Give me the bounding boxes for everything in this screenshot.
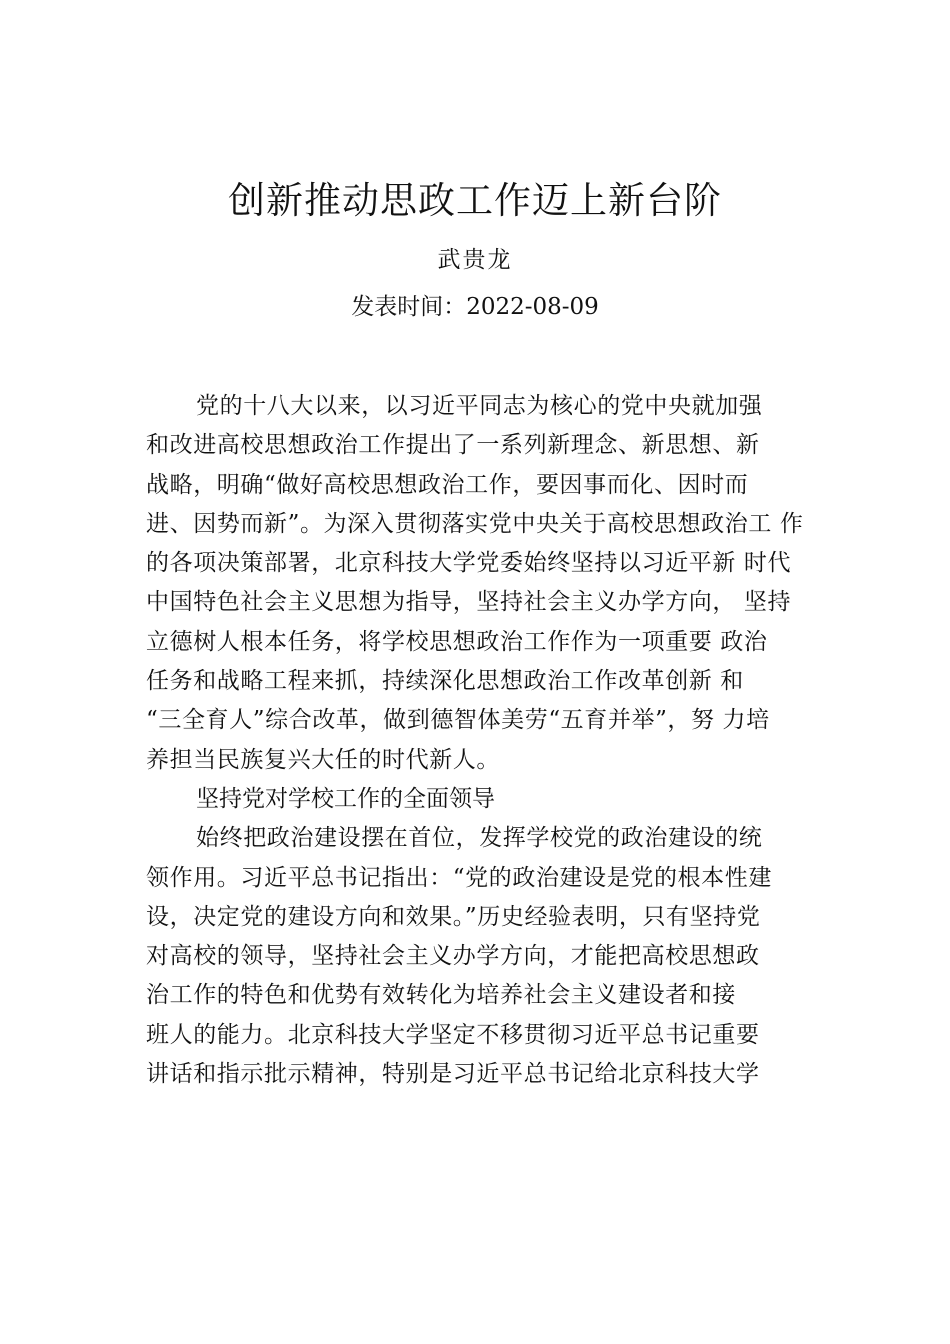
paragraph-line: 进、因势而新”。为深入贯彻落实党中央关于高校思想政治工 作 [146,510,804,537]
paragraph-line: 领作用。习近平总书记指出：“党的政治建设是党的根本性建 [146,864,772,891]
paragraph-intro [146,387,836,780]
publish-date: 发表时间：2022-08-09 [351,294,599,320]
paragraph-line: 养担当民族复兴大任的时代新人。 [146,746,500,773]
paragraph-section1 [146,819,836,1094]
paragraph-line: 立德树人根本任务，将学校思想政治工作作为一项重要 政治 [146,628,768,655]
paragraph-line: 战略，明确“做好高校思想政治工作，要因事而化、因时而 [146,471,749,498]
paragraph-line: 始终把政治建设摆在首位，发挥学校党的政治建设的统 [196,825,763,852]
paragraph-line: 党的十八大以来，以习近平同志为核心的党中央就加强 [196,393,763,419]
paragraph-line: 设，决定党的建设方向和效果。”历史经验表明，只有坚持党 [146,903,761,930]
article-author: 武贵龙 [437,247,513,273]
paragraph-line: 的各项决策部署，北京科技大学党委始终坚持以习近平新 时代 [146,550,792,577]
article-title: 创新推动思政工作迈上新台阶 [228,179,722,222]
paragraph-line: 治工作的特色和优势有效转化为培养社会主义建设者和接 [146,982,736,1009]
paragraph-line: “三全育人”综合改革，做到德智体美劳“五育并举”，努 力培 [146,707,770,734]
paragraph-line: 讲话和指示批示精神，特别是习近平总书记给北京科技大学 [146,1061,760,1088]
section-heading: 坚持党对学校工作的全面领导 [196,785,495,812]
paragraph-line: 和改进高校思想政治工作提出了一系列新理念、新思想、新 [146,432,760,459]
paragraph-line: 对高校的领导，坚持社会主义办学方向，才能把高校思想政 [146,943,760,970]
paragraph-line: 中国特色社会主义思想为指导，坚持社会主义办学方向， 坚持 [146,589,792,616]
article-body [146,387,836,1094]
paragraph-line: 班人的能力。北京科技大学坚定不移贯彻习近平总书记重要 [146,1021,760,1048]
paragraph-line: 任务和战略工程来抓，持续深化思想政治工作改革创新 和 [146,668,744,695]
